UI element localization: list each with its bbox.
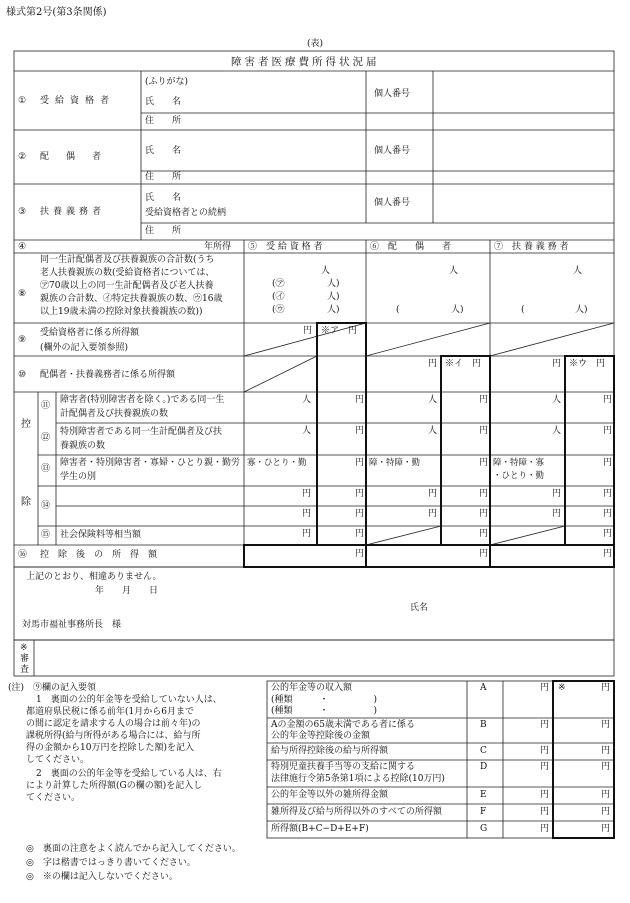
r11-c7b: 円 (603, 395, 613, 405)
signer-label: 氏名 (410, 603, 429, 613)
r8-col6-paren-open: ( (396, 305, 400, 315)
calc-a-key: A (480, 683, 487, 693)
calc-g-key: G (480, 824, 488, 834)
calc-b-key: B (480, 720, 487, 730)
row13-text-1: 障害者・特別障害者・寡婦・ひとり親・勤労 (60, 458, 241, 468)
r11-c5b: 円 (355, 395, 365, 405)
r16-c6: 円 (479, 549, 489, 559)
row10-text: 配偶者・扶養義務者に係る所得額 (40, 370, 176, 380)
note-line-9: てください。 (26, 793, 81, 803)
note-line-6: してください。 (26, 755, 90, 765)
note-line-2: 都道府県民税に係る前年(1月から6月まで (26, 707, 194, 717)
row8-text-3: ㋐70歳以上の同一生計配偶者及び老人扶養 (40, 281, 214, 291)
calc-a-mark: ※ (558, 683, 566, 693)
row8-text-1: 同一生計配偶者及び扶養親族の合計数(うち (40, 255, 215, 265)
row13-text-2: 学生の別 (60, 472, 97, 482)
calc-b-label-1: Aの金額の65歳未満である者に係る (271, 720, 415, 730)
calc-f-key: F (480, 807, 487, 817)
footer-note-2: ◎ 字は楷書ではっきり書いてください。 (26, 858, 196, 868)
r14a-c6b: 円 (479, 489, 489, 499)
r8-col7-person: 人 (573, 266, 583, 276)
r12-c5b: 円 (355, 426, 365, 436)
r11-c6b: 円 (479, 395, 489, 405)
r8-sub-a-close: 人) (327, 279, 340, 289)
r8-col5-person: 人 (321, 266, 331, 276)
row11-text-1: 障害者(特別障害者を除く。)である同一生 (60, 395, 225, 405)
row16-text: 控 除 後 の 所 得 額 (40, 550, 158, 560)
r13-c6-options: 障・特障・勤 (369, 458, 421, 468)
r8-sub-i: (㋑ (272, 292, 285, 302)
note-line-1: 1 裏面の公的年金等を受給していない人は、 (36, 695, 222, 705)
calc-a-yen: 円 (540, 683, 550, 693)
r8-sub-i-close: 人) (327, 292, 340, 302)
spouse-name-label: 氏 名 (145, 146, 182, 156)
row9-text-1: 受給資格者に係る所得額 (40, 328, 140, 338)
r15-c7b: 円 (603, 529, 613, 539)
row2-num: ② (18, 152, 27, 162)
row11-num: ⑪ (41, 401, 51, 411)
row8-text-4: 親族の合計数、㋑特定扶養親族の数、㋒16歳 (40, 294, 223, 304)
r16-c7: 円 (603, 549, 613, 559)
row8-text-5: 以上19歳未満の控除対象扶養親族の数)) (40, 307, 203, 317)
spouse-mynumber-label: 個人番号 (374, 146, 411, 156)
r13-c5b: 円 (355, 458, 365, 468)
calc-c-yen2: 円 (601, 746, 611, 756)
calc-g-label: 所得額(B+C−D+E+F) (271, 824, 369, 834)
r12-c5a: 人 (302, 426, 312, 436)
mynumber-label: 個人番号 (374, 89, 411, 99)
r14a-c7a: 円 (552, 489, 562, 499)
col5-header: ⑤ 受 給 資 格 者 (248, 242, 323, 252)
row15-num: ⑮ (41, 530, 51, 540)
row12-num: ⑫ (41, 433, 51, 443)
koujo-label-1: 控 (21, 419, 31, 430)
r13-c6b: 円 (479, 458, 489, 468)
calc-g-yen2: 円 (601, 824, 611, 834)
calc-f-yen: 円 (540, 807, 550, 817)
r12-c6b: 円 (479, 426, 489, 436)
calc-b-label-2: 公的年金等控除後の金額 (271, 731, 371, 741)
r8-sub-a: (㋐ (272, 279, 285, 289)
col7-header: ⑦ 扶 養 義 務 者 (494, 242, 569, 252)
name-label: 氏 名 (145, 97, 182, 107)
calc-a-label-2: (種類 ・ ) (271, 695, 378, 705)
calc-d-yen: 円 (540, 762, 550, 772)
row13-num: ⑬ (41, 464, 51, 474)
r8-col7-paren-close: 人) (575, 305, 588, 315)
calc-c-key: C (480, 746, 487, 756)
row9-num: ⑨ (18, 335, 27, 345)
calc-c-label: 給与所得控除後の給与所得額 (271, 746, 389, 756)
r12-c7b: 円 (603, 426, 613, 436)
side-label: (表) (307, 39, 324, 49)
r8-sub-u-close: 人) (327, 305, 340, 315)
row15-text: 社会保険料等相当額 (60, 530, 142, 540)
calc-d-label-2: 法律施行令第5条第1項による控除(10万円) (271, 774, 445, 784)
row9-text-2: (欄外の記入要領参照) (40, 343, 129, 353)
calc-f-yen2: 円 (601, 807, 611, 817)
r14a-c5a: 円 (302, 489, 312, 499)
r14b-c6a: 円 (428, 509, 438, 519)
spouse-address-label: 住 所 (145, 172, 182, 182)
note-line-7: 2 裏面の公的年金等を受給している人は、右 (36, 769, 222, 779)
calc-e-key: E (480, 790, 487, 800)
dependent-address-label: 住 所 (145, 226, 182, 236)
calc-d-key: D (480, 762, 488, 772)
r12-c6a: 人 (428, 426, 438, 436)
relation-label: 受給資格者との続柄 (145, 208, 227, 218)
calc-a-label-1: 公的年金等の収入額 (271, 683, 353, 693)
row8-num: ⑧ (18, 289, 27, 299)
row11-text-2: 計配偶者及び扶養親族の数 (60, 409, 169, 419)
note-line-4: 課税所得(給与所得がある場合には、給与所 (26, 731, 201, 741)
row12-text-2: 養親族の数 (60, 441, 106, 451)
r12-c7a: 人 (552, 426, 562, 436)
calc-g-yen: 円 (540, 824, 550, 834)
r13-c7-options-2: ・ひとり・勤 (493, 471, 545, 481)
r14b-c5a: 円 (302, 509, 312, 519)
row3-num: ③ (18, 207, 27, 217)
note-line-3: の間に認定を請求する人の場合は前々年)の (26, 719, 201, 729)
row8-text-2: 老人扶養親族の数(受給資格者については、 (40, 268, 215, 278)
confirm-text: 上記のとおり、相違ありません。 (26, 572, 162, 582)
dependent-mynumber-label: 個人番号 (374, 198, 411, 208)
calc-b-yen: 円 (540, 720, 550, 730)
r8-sub-u: (㋒ (272, 305, 285, 315)
col6-header: ⑥ 配 偶 者 (370, 242, 452, 252)
confirm-date: 年 月 日 (95, 586, 159, 596)
office-name: 対馬市福祉事務所長 様 (22, 620, 122, 630)
r14a-c7b: 円 (603, 489, 613, 499)
dependent-name-label: 氏 名 (145, 193, 182, 203)
koujo-label-2: 除 (21, 497, 31, 508)
notes-head: (注) ⑨欄の記入要領 (8, 683, 97, 693)
row4-num: ④ (18, 242, 27, 252)
r8-col6-paren-close: 人) (451, 305, 464, 315)
row16-num: ⑯ (18, 550, 28, 560)
r14b-c6b: 円 (479, 509, 489, 519)
row1-num: ① (18, 96, 27, 106)
furigana-label: (ふりがな) (145, 77, 189, 87)
r14a-c5b: 円 (355, 489, 365, 499)
form-number: 様式第2号(第3条関係) (6, 7, 107, 18)
r10-mark-i: ※イ 円 (445, 359, 482, 369)
note-line-5: 得の金額から10万円を控除した額)を記入 (26, 743, 194, 753)
r14b-c7b: 円 (603, 509, 613, 519)
row2-label: 配 偶 者 (40, 152, 106, 162)
r15-c5a: 円 (302, 529, 312, 539)
r15-c5b: 円 (355, 529, 365, 539)
footer-note-3: ◎ ※の欄は記入しないでください。 (26, 872, 178, 882)
r13-c5-options: 寡・ひとり・勤 (247, 458, 307, 468)
r9-mark-a: ※ア 円 (321, 326, 358, 336)
year-income-label: 年所得 (204, 242, 232, 252)
r10-col6-yen: 円 (428, 359, 438, 369)
r13-c7-options-1: 障・特障・寡 (493, 458, 545, 468)
row10-num: ⑩ (18, 370, 27, 380)
r13-c7b: 円 (603, 458, 613, 468)
row1-label: 受給資格者 (40, 96, 116, 106)
calc-a-yen2: 円 (601, 683, 611, 693)
r11-c6a: 人 (428, 395, 438, 405)
note-line-8: により計算した所得額(Gの欄の額)を記入し (26, 781, 203, 791)
footer-note-1: ◎ 裏面の注意をよく読んでから記入してください。 (26, 844, 241, 854)
form-title: 障害者医療費所得状況届 (231, 56, 380, 68)
calc-d-yen2: 円 (601, 762, 611, 772)
row12-text-1: 特別障害者である同一生計配偶者及び扶 (60, 427, 223, 437)
calc-e-label: 公的年金等以外の雑所得金額 (271, 790, 389, 800)
r11-c7a: 人 (552, 395, 562, 405)
review-char-1: 審 (20, 654, 30, 664)
calc-e-yen2: 円 (601, 790, 611, 800)
r14b-c5b: 円 (355, 509, 365, 519)
r14a-c6a: 円 (428, 489, 438, 499)
r11-c5a: 人 (302, 395, 312, 405)
calc-a-label-3: (種類 ・ ) (271, 706, 378, 716)
calc-f-label: 雑所得及び給与所得以外のすべての所得額 (271, 807, 442, 817)
calc-e-yen: 円 (540, 790, 550, 800)
calc-b-yen2: 円 (601, 720, 611, 730)
r10-mark-u: ※ウ 円 (569, 359, 606, 369)
review-mark: ※ (20, 643, 28, 653)
address-label: 住 所 (145, 116, 182, 126)
r10-col7-yen: 円 (552, 359, 562, 369)
r8-col6-person: 人 (449, 266, 459, 276)
r9-col5-yen: 円 (303, 326, 313, 336)
row3-label: 扶養義務者 (40, 207, 106, 217)
calc-c-yen: 円 (540, 746, 550, 756)
review-char-2: 査 (20, 665, 30, 675)
r8-col7-paren-open: ( (521, 305, 525, 315)
r14b-c7a: 円 (552, 509, 562, 519)
r16-c5: 円 (355, 549, 365, 559)
r15-c6b: 円 (479, 529, 489, 539)
calc-d-label-1: 特別児童扶養手当等の支給に関する (271, 762, 416, 772)
row14-num: ⑭ (41, 501, 51, 511)
